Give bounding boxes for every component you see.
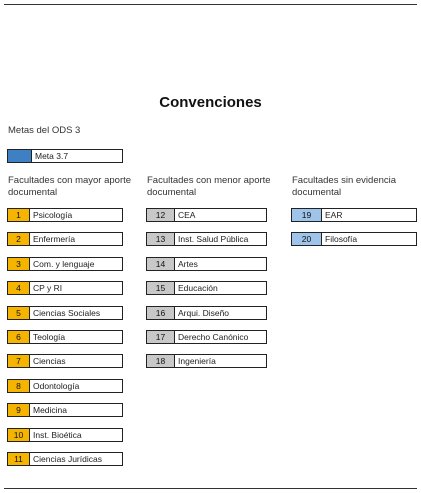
column-sin-evidencia	[291, 208, 417, 257]
legend-item	[146, 257, 267, 271]
item-number: 14	[147, 258, 175, 270]
item-label: Psicología	[33, 210, 73, 220]
legend-item	[7, 257, 123, 271]
legend-item	[146, 232, 267, 246]
legend-item	[146, 306, 267, 320]
item-number: 1	[8, 209, 30, 221]
legend-item	[146, 354, 267, 368]
column-menor-aporte	[146, 208, 267, 379]
item-label: Filosofía	[325, 234, 358, 245]
item-number: 20	[292, 233, 322, 245]
legend-item	[7, 306, 123, 320]
item-label: Arqui. Diseño	[178, 307, 230, 318]
item-label: Derecho Canónico	[178, 331, 249, 342]
column-heading-mayor: Facultades con mayor aporte documental	[8, 175, 132, 198]
item-number: 17	[147, 331, 175, 343]
item-number: 7	[8, 355, 30, 367]
item-label: Enfermería	[33, 234, 76, 245]
column-heading-sin-evidencia: Facultades sin evidencia documental	[292, 175, 397, 198]
item-label: Inst. Salud Pública	[178, 234, 249, 245]
item-label: Ciencias	[33, 356, 66, 367]
item-number: 19	[292, 209, 322, 221]
item-number: 3	[8, 258, 30, 270]
meta-label: Meta 3.7	[35, 151, 69, 161]
legend-item	[7, 403, 123, 417]
item-number: 11	[8, 453, 30, 465]
meta-color-swatch	[8, 150, 32, 162]
item-number: 12	[147, 209, 175, 221]
item-number: 18	[147, 355, 175, 367]
item-number: 15	[147, 282, 175, 294]
item-label: CEA	[178, 210, 196, 220]
item-number: 9	[8, 404, 30, 416]
legend-item	[146, 281, 267, 295]
legend-item	[7, 452, 123, 466]
meta-legend-item	[7, 149, 123, 163]
legend-item	[7, 232, 123, 246]
meta-heading: Metas del ODS 3	[8, 125, 81, 136]
page-title: Convenciones	[159, 94, 262, 111]
item-label: Odontología	[33, 380, 80, 391]
item-number: 6	[8, 331, 30, 343]
legend-item	[7, 330, 123, 344]
legend-item	[291, 232, 417, 246]
item-label: Ciencias Sociales	[33, 307, 101, 318]
item-label: Medicina	[33, 405, 68, 416]
legend-item	[7, 428, 123, 442]
item-label: Ciencias Jurídicas	[33, 453, 102, 464]
item-number: 2	[8, 233, 30, 245]
item-label: Inst. Bioética	[33, 429, 82, 440]
item-label: Artes	[178, 258, 198, 269]
bottom-rule	[4, 488, 417, 489]
item-number: 10	[8, 429, 30, 441]
legend-item	[7, 208, 123, 222]
item-number: 5	[8, 307, 30, 319]
legend-item	[7, 281, 123, 295]
legend-item	[291, 208, 417, 222]
legend-item	[7, 354, 123, 368]
column-heading-menor: Facultades con menor aporte documental	[147, 175, 271, 198]
item-number: 16	[147, 307, 175, 319]
legend-item	[146, 330, 267, 344]
top-rule	[4, 4, 417, 5]
item-number: 8	[8, 380, 30, 392]
item-label: Ingeniería	[178, 356, 216, 367]
item-number: 13	[147, 233, 175, 245]
item-label: Teología	[33, 331, 66, 342]
item-label: CP y RI	[33, 283, 63, 294]
legend-item	[7, 379, 123, 393]
item-number: 4	[8, 282, 30, 294]
item-label: Com. y lenguaje	[33, 258, 95, 269]
item-label: EAR	[325, 210, 343, 220]
legend-item	[146, 208, 267, 222]
item-label: Educación	[178, 283, 218, 294]
column-mayor-aporte	[7, 208, 123, 476]
